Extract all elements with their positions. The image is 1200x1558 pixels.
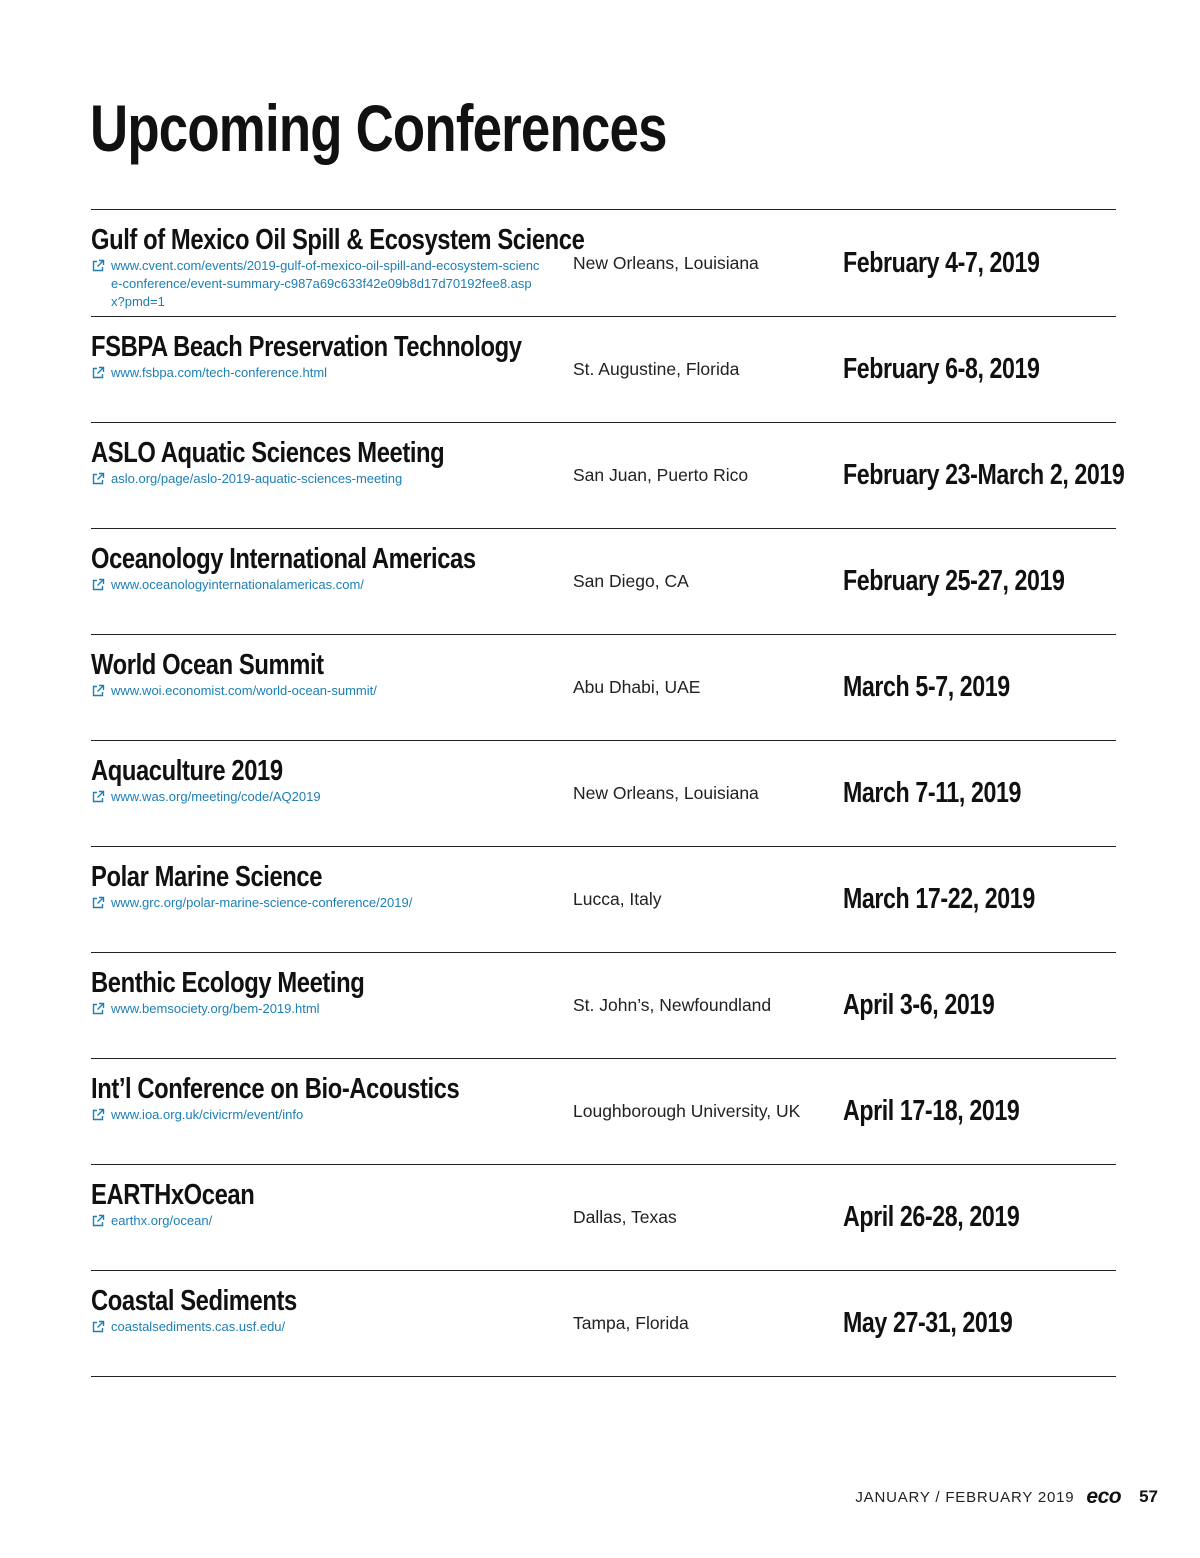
eco-logo: eco (1086, 1485, 1122, 1508)
conference-name: Gulf of Mexico Oil Spill & Ecosystem Science (91, 224, 585, 256)
external-link-icon (91, 472, 105, 486)
conference-url: www.grc.org/polar-marine-science-conference/2019/ (111, 895, 413, 910)
conference-date: February 6-8, 2019 (843, 353, 1040, 385)
conference-date-cell (843, 210, 1089, 316)
conference-date: March 7-11, 2019 (843, 777, 1022, 809)
conference-date: May 27-31, 2019 (843, 1307, 1013, 1339)
conference-location: San Juan, Puerto Rico (573, 465, 749, 485)
page-footer (855, 1486, 1158, 1508)
conference-location: San Diego, CA (573, 571, 689, 591)
conference-link[interactable] (91, 682, 551, 700)
external-link-icon (91, 790, 105, 804)
conference-url: www.oceanologyinternationalamericas.com/ (111, 577, 364, 592)
conference-info (91, 543, 551, 594)
conference-link[interactable] (91, 257, 551, 311)
conference-info (91, 755, 551, 806)
conference-row (91, 529, 1116, 635)
conference-url: aslo.org/page/aslo-2019-aquatic-sciences-meeting (111, 471, 403, 486)
conference-url: www.ioa.org.uk/civicrm/event/info (111, 1107, 304, 1122)
conference-location: Lucca, Italy (573, 889, 662, 909)
conference-row (91, 1271, 1116, 1377)
conference-link[interactable] (91, 1212, 551, 1230)
conference-location: Tampa, Florida (573, 1313, 689, 1333)
conference-row (91, 423, 1125, 529)
conference-date-cell (843, 1165, 1063, 1270)
conference-name: EARTHxOcean (91, 1179, 255, 1211)
conference-row (91, 847, 1116, 953)
conference-date-cell (843, 953, 1032, 1058)
external-link-icon (91, 1320, 105, 1334)
conference-location: St. Augustine, Florida (573, 359, 740, 379)
external-link-icon (91, 366, 105, 380)
conference-url: earthx.org/ocean/ (111, 1213, 213, 1228)
conference-link[interactable] (91, 470, 551, 488)
conference-list (91, 209, 1125, 1377)
conference-date: April 26-28, 2019 (843, 1201, 1020, 1233)
conference-link[interactable] (91, 364, 551, 382)
conference-row (91, 953, 1116, 1059)
conference-name: FSBPA Beach Preservation Technology (91, 331, 522, 363)
conference-row (91, 210, 1116, 317)
conference-url: www.woi.economist.com/world-ocean-summit/ (111, 683, 377, 698)
conference-link[interactable] (91, 576, 551, 594)
conference-location: New Orleans, Louisiana (573, 252, 759, 273)
conference-date-cell (843, 635, 1052, 740)
conference-date-cell (843, 741, 1066, 846)
conference-info (91, 1179, 551, 1230)
conference-location: St. John’s, Newfoundland (573, 995, 772, 1015)
conference-name: Coastal Sediments (91, 1285, 297, 1317)
conference-location: Dallas, Texas (573, 1207, 677, 1227)
conference-date-cell (843, 317, 1089, 422)
external-link-icon (91, 1002, 105, 1016)
conference-name: Oceanology International Americas (91, 543, 476, 575)
conference-date-cell (843, 1059, 1063, 1164)
conference-row (91, 1165, 1116, 1271)
conference-url: coastalsediments.cas.usf.edu/ (111, 1319, 286, 1334)
conference-name: Benthic Ecology Meeting (91, 967, 365, 999)
conference-link[interactable] (91, 1318, 551, 1336)
page-title: Upcoming Conferences (90, 91, 667, 165)
external-link-icon (91, 1214, 105, 1228)
conference-row (91, 1059, 1116, 1165)
conference-info (91, 861, 551, 912)
issue-label: JANUARY / FEBRUARY 2019 (855, 1488, 1075, 1506)
conference-date: April 17-18, 2019 (843, 1095, 1020, 1127)
conference-date-cell (843, 1271, 1055, 1376)
conference-link[interactable] (91, 1106, 551, 1124)
conference-name: World Ocean Summit (91, 649, 324, 681)
conference-info (91, 331, 551, 382)
conference-date: March 17-22, 2019 (843, 883, 1035, 915)
page-number: 57 (1139, 1487, 1158, 1506)
conference-location: Abu Dhabi, UAE (573, 677, 701, 697)
conference-date: March 5-7, 2019 (843, 671, 1010, 703)
conference-date: February 4-7, 2019 (843, 246, 1040, 279)
conference-date-cell (843, 847, 1083, 952)
conference-info (91, 1285, 551, 1336)
conference-name: ASLO Aquatic Sciences Meeting (91, 437, 445, 469)
conference-url: www.fsbpa.com/tech-conference.html (111, 365, 328, 380)
conference-info (91, 649, 551, 700)
conference-name: Int’l Conference on Bio-Acoustics (91, 1073, 460, 1105)
conference-info (91, 967, 551, 1018)
conference-name: Polar Marine Science (91, 861, 323, 893)
external-link-icon (91, 1108, 105, 1122)
conference-url: www.was.org/meeting/code/AQ2019 (111, 789, 321, 804)
external-link-icon (91, 896, 105, 910)
conference-date-cell (843, 423, 1195, 528)
external-link-icon (91, 684, 105, 698)
conference-url: www.cvent.com/events/2019-gulf-of-mexico-oil-spill-and-ecosystem-science-conference/event-summary-c987a69c633f42e09b8d17d70192fee8.aspx?pmd=1 (111, 258, 540, 309)
external-link-icon (91, 259, 105, 273)
conference-date: February 25-27, 2019 (843, 565, 1065, 597)
conference-link[interactable] (91, 788, 551, 806)
conference-row (91, 635, 1116, 741)
conference-link[interactable] (91, 1000, 551, 1018)
conference-date: April 3-6, 2019 (843, 989, 995, 1021)
conference-link[interactable] (91, 894, 551, 912)
conference-name: Aquaculture 2019 (91, 755, 283, 787)
conference-info (91, 224, 585, 311)
conference-location: Loughborough University, UK (573, 1101, 801, 1121)
conference-url: www.bemsociety.org/bem-2019.html (111, 1001, 320, 1016)
conference-date-cell (843, 529, 1120, 634)
conference-row (91, 741, 1116, 847)
conference-info (91, 437, 551, 488)
conference-info (91, 1073, 551, 1124)
external-link-icon (91, 578, 105, 592)
conference-location: New Orleans, Louisiana (573, 783, 759, 803)
conference-row (91, 317, 1116, 423)
conference-date: February 23-March 2, 2019 (843, 459, 1125, 491)
